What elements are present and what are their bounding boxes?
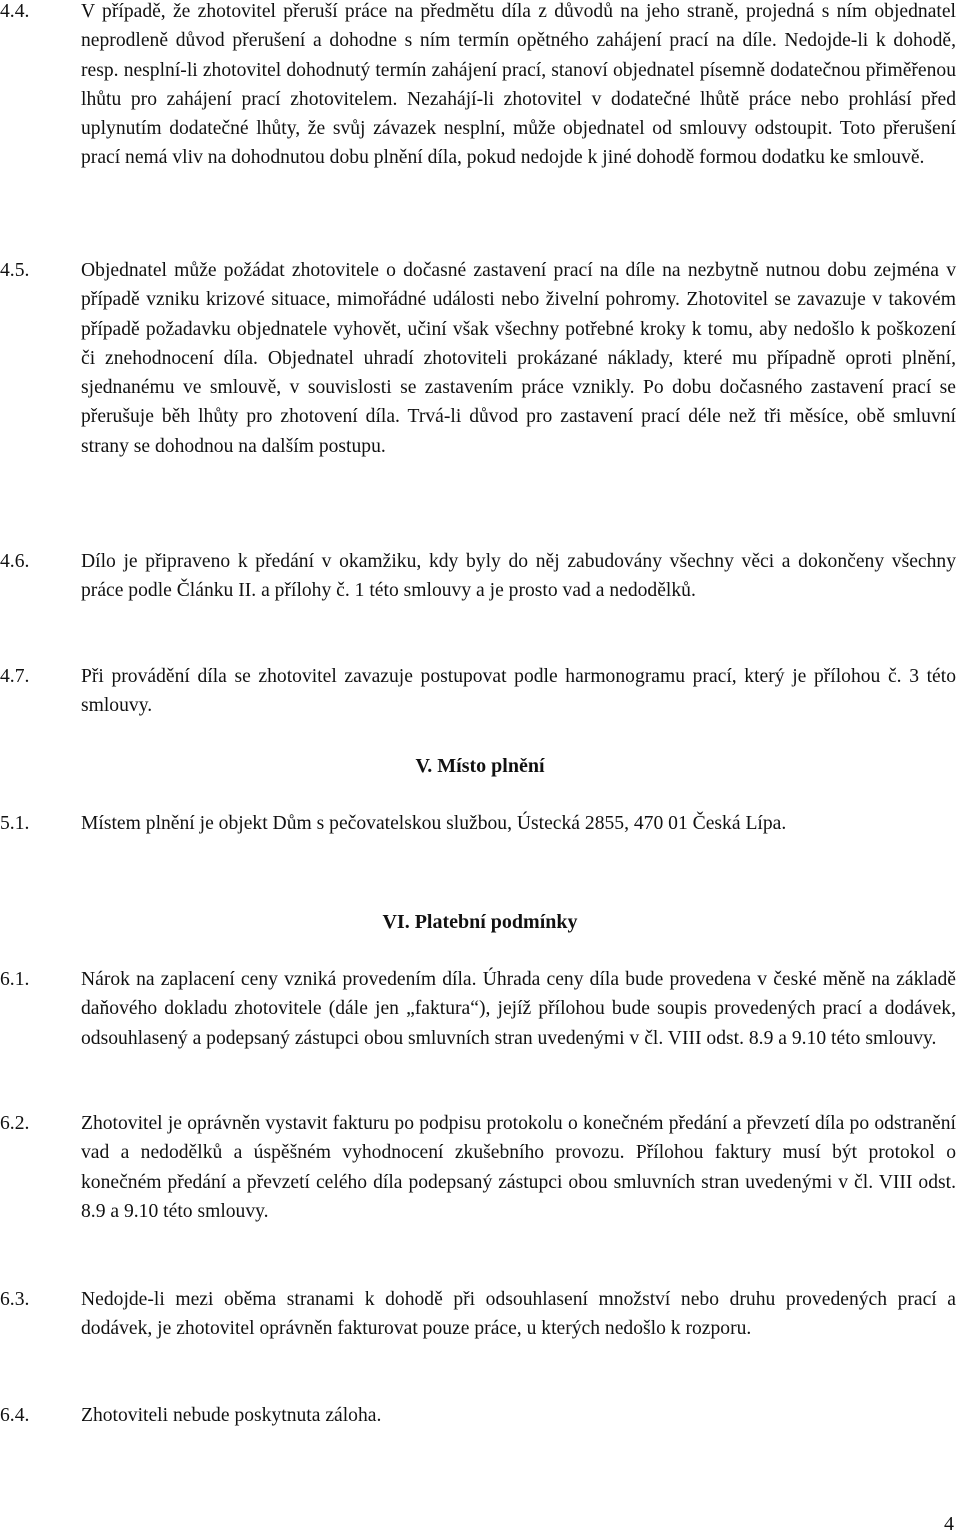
clause-number: 6.4.	[0, 1405, 30, 1426]
clause-text: Zhotoviteli nebude poskytnuta záloha.	[81, 1405, 382, 1426]
clause-number: 4.5.	[0, 260, 30, 281]
clause-text: Nárok na zaplacení ceny vzniká provedením díla. Úhrada ceny díla bude provedena v české měně na základě daňového dokladu zhotovitele (dále jen „faktura“), jejíž přílohou bude soupis provedených prací a dodávek, odsouhlasený a podepsaný zástupci obou smluvních stran uvedenými v čl. VIII odst. 8.9 a 9.10 této smlouvy.	[81, 969, 956, 1049]
section-heading-v: V. Místo plnění	[415, 755, 545, 777]
clause-number: 4.7.	[0, 666, 30, 687]
clause-text: Zhotovitel je oprávněn vystavit fakturu po podpisu protokolu o konečném předání a převzetí díla po odstranění vad a nedodělků a úspěšném vyhodnocení zkušebního provozu. Přílohou faktury musí být protokol o konečném předání a převzetí celého díla podepsaný zástupci obou smluvních stran uvedenými v čl. VIII odst. 8.9 a 9.10 této smlouvy.	[81, 1113, 956, 1222]
clause-number: 6.1.	[0, 969, 30, 990]
section-heading-vi: VI. Platební podmínky	[382, 911, 578, 933]
clause-text: V případě, že zhotovitel přeruší práce na předmětu díla z důvodů na jeho straně, projedná s ním objednatel neprodleně důvod přerušení a dohodne s ním termín opětného zahájení prací na díle. Nedojde-li k dohodě, resp. nesplní-li zhotovitel dohodnutý termín zahájení prací, stanoví objednatel písemně dodatečnou přiměřenou lhůtu pro zahájení prací zhotovitelem. Nezahájí-li zhotovitel v dodatečné lhůtě práce nebo prohlásí před uplynutím dodatečné lhůty, že svůj závazek nesplní, může objednatel od smlouvy odstoupit. Toto přerušení prací nemá vliv na dohodnutou dobu plnění díla, pokud nedojde k jiné dohodě formou dodatku ke smlouvě.	[81, 1, 956, 169]
clause-text: Nedojde-li mezi oběma stranami k dohodě při odsouhlasení množství nebo druhu provedených prací a dodávek, je zhotovitel oprávněn fakturovat pouze práce, u kterých nedošlo k rozporu.	[81, 1289, 956, 1340]
clause-text: Při provádění díla se zhotovitel zavazuje postupovat podle harmonogramu prací, který je přílohou č. 3 této smlouvy.	[81, 666, 956, 717]
clause-number: 4.4.	[0, 1, 30, 22]
clause-number: 6.3.	[0, 1289, 30, 1310]
clause-text: Objednatel může požádat zhotovitele o dočasné zastavení prací na díle na nezbytně nutnou dobu zejména v případě vzniku krizové situace, mimořádné události nebo živelní pohromy. Zhotovitel se zavazuje v takovém případě požadavku objednatele vyhovět, učiní však všechny potřebné kroky k tomu, aby nedošlo k poškození či znehodnocení díla. Objednatel uhradí zhotoviteli prokázané náklady, které mu případně oproti plnění, sjednanému ve smlouvě, v souvislosti se zastavením práce vznikly. Po dobu dočasného zastavení prací se přerušuje běh lhůty pro zhotovení díla. Trvá-li důvod pro zastavení prací déle než tři měsíce, obě smluvní strany se dohodnou na dalším postupu.	[81, 260, 956, 457]
clause-text: Místem plnění je objekt Dům s pečovatelskou službou, Ústecká 2855, 470 01 Česká Lípa.	[81, 813, 787, 834]
clause-number: 6.2.	[0, 1113, 30, 1134]
clause-number: 4.6.	[0, 551, 30, 572]
page-number: 4	[944, 1513, 954, 1535]
clause-text: Dílo je připraveno k předání v okamžiku, kdy byly do něj zabudovány všechny věci a dokončeny všechny práce podle Článku II. a přílohy č. 1 této smlouvy a je prosto vad a nedodělků.	[81, 551, 956, 602]
clause-number: 5.1.	[0, 813, 30, 834]
